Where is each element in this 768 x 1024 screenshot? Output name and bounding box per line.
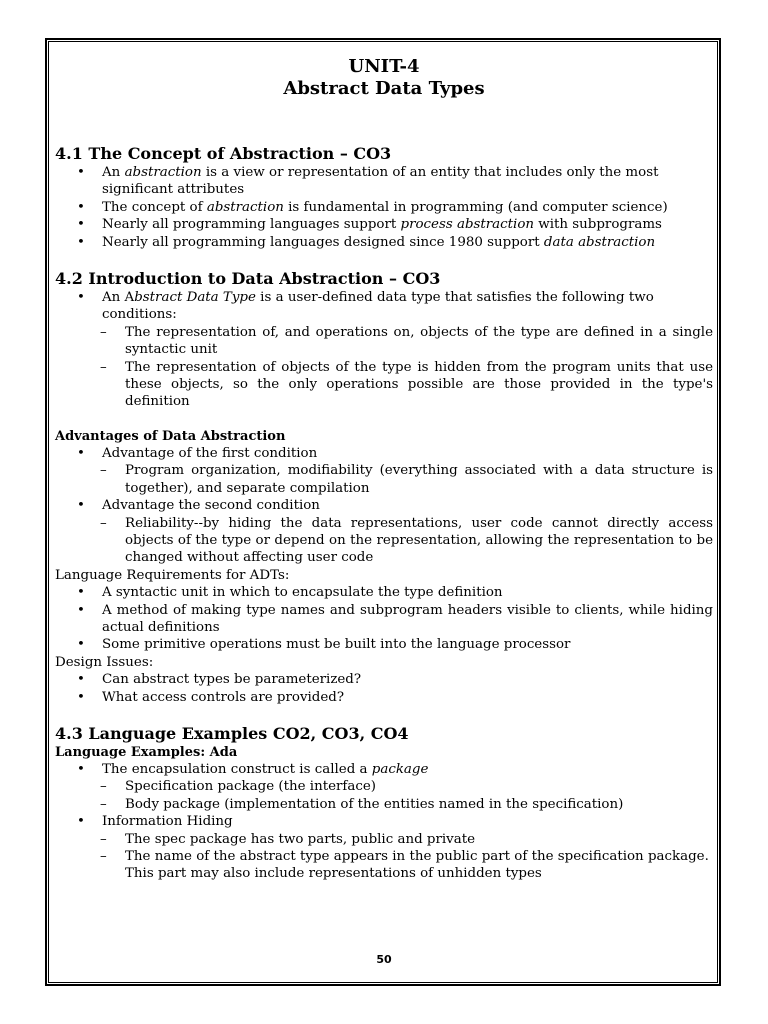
list-item: – Specification package (the interface) (55, 778, 713, 795)
list-item: – The representation of objects of the type is hidden from the program units that use these objects, so the only operations possible are those provided in the type's definition (55, 359, 713, 411)
list-item: • Information Hiding (55, 813, 713, 830)
unit-label: UNIT-4 (348, 56, 420, 77)
list-item: • An abstraction is a view or representation of an entity that includes only the most significant attributes (55, 164, 713, 199)
bullet-list (55, 671, 713, 706)
list-item: • Nearly all programming languages support process abstraction with subprograms (55, 216, 713, 233)
bullet-list (55, 289, 713, 411)
list-item: – Program organization, modifiability (everything associated with a data structure is together), and separate compilation (55, 462, 713, 497)
subheading: Language Examples: Ada (55, 744, 238, 760)
list-item: • The concept of abstraction is fundamental in programming (and computer science) (55, 199, 713, 216)
list-item: • Nearly all programming languages designed since 1980 support data abstraction (55, 234, 713, 251)
section-heading: 4.1 The Concept of Abstraction – CO3 (55, 144, 392, 163)
page-number: 50 (376, 953, 392, 966)
chapter-title: Abstract Data Types (283, 78, 485, 99)
list-item: – Reliability--by hiding the data representations, user code cannot directly access objects of the type or depend on the representation, allowing the representation to be changed without affecting user code (55, 515, 713, 567)
list-item: • The encapsulation construct is called a package (55, 761, 713, 778)
list-item: – The spec package has two parts, public and private (55, 831, 713, 848)
list-item: • A syntactic unit in which to encapsulate the type definition (55, 584, 713, 601)
list-item: • An Abstract Data Type is a user-defined data type that satisfies the following two conditions: (55, 289, 713, 324)
list-item: – The name of the abstract type appears in the public part of the specification package. This part may also include representations of unhidden types (55, 848, 713, 883)
list-item: • What access controls are provided? (55, 689, 713, 706)
section-heading: 4.3 Language Examples CO2, CO3, CO4 (55, 723, 409, 743)
bullet-list (55, 584, 713, 654)
requirements-label: Language Requirements for ADTs: (55, 567, 290, 583)
page-content (55, 55, 713, 883)
section-4-1 (55, 144, 713, 251)
list-item: – The representation of, and operations on, objects of the type are defined in a single syntactic unit (55, 324, 713, 359)
section-heading: 4.2 Introduction to Data Abstraction – CO3 (55, 269, 441, 289)
bullet-list (55, 164, 713, 251)
subheading: Advantages of Data Abstraction (55, 428, 286, 444)
list-item: • Can abstract types be parameterized? (55, 671, 713, 688)
bullet-list (55, 445, 713, 567)
list-item: • Advantage the second condition (55, 497, 713, 514)
design-issues-label: Design Issues: (55, 654, 154, 670)
list-item: – Body package (implementation of the entities named in the specification) (55, 796, 713, 813)
section-4-3 (55, 724, 713, 883)
section-4-2 (55, 269, 713, 706)
bullet-list (55, 761, 713, 883)
list-item: • Advantage of the first condition (55, 445, 713, 462)
list-item: • A method of making type names and subprogram headers visible to clients, while hiding actual definitions (55, 602, 713, 637)
list-item: • Some primitive operations must be built into the language processor (55, 636, 713, 653)
